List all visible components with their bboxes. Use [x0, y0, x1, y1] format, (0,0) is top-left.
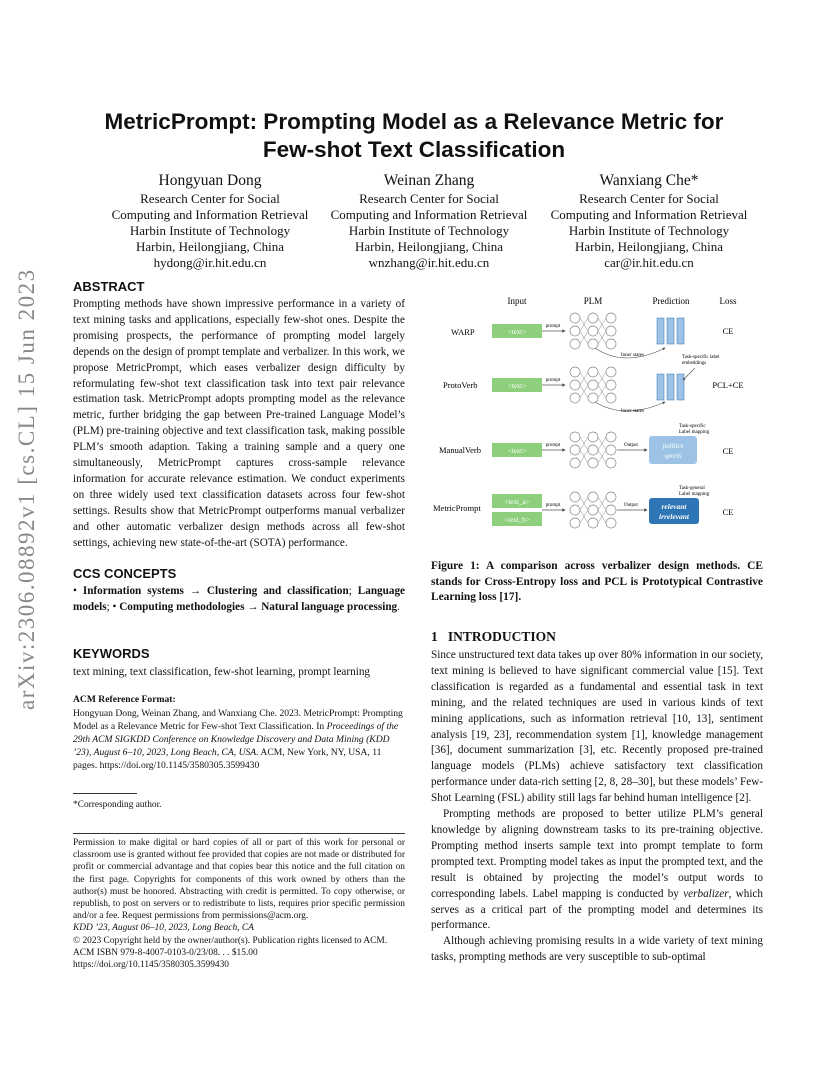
figure-caption: Figure 1: A comparison across verbalizer design methods. CE stands for Cross-Entropy loss and PCL is Prototypical Contrastive Learning loss [17].	[431, 560, 763, 603]
paper-title	[70, 108, 758, 164]
fig-manualverb-word-1: politics	[662, 442, 684, 450]
fig-manualverb-prompt-label: prompt	[545, 443, 561, 448]
fig-protoverb-input-text: <text>	[507, 382, 527, 390]
fig-warp-embedding	[657, 318, 664, 344]
fig-warp-loss: CE	[722, 326, 734, 336]
fig-metricprompt-input-a: <text_a>	[504, 498, 530, 506]
author-block-2	[309, 171, 549, 271]
corresponding-author-footnote: *Corresponding author.	[73, 800, 162, 810]
author-email: wnzhang@ir.hit.edu.cn	[368, 255, 490, 270]
author-name: Wanxiang Che*	[599, 172, 699, 189]
author-name: Hongyuan Dong	[158, 172, 262, 189]
keywords-heading: KEYWORDS	[73, 646, 150, 661]
fig-manualverb-network	[570, 432, 616, 468]
author-affiliation: Computing and Information Retrieval	[550, 207, 748, 222]
author-block-3	[529, 171, 769, 271]
fig-manualverb-input-text: <text>	[507, 447, 527, 455]
acm-ref-part: Hongyuan Dong, Weinan Zhang, and Wanxiang Che. 2023. MetricPrompt: Prompting Model as a Relevance Metric for Few-shot Text Classification. In	[73, 708, 403, 732]
intro-p2-part: Prompting methods are proposed to better utilize PLM’s general knowledge by aligning downstream tasks to its pre-training objective. Prompting method inserts sample text into prompt template to form prompted text. Prompting model takes as input the prompted text, and the result is obtained by projecting the model’s output words to corresponding labels. Label mapping is conducted by	[431, 808, 763, 900]
author-affiliation: Computing and Information Retrieval	[330, 207, 528, 222]
fig-protoverb-embedding	[657, 374, 664, 400]
author-email: hydong@ir.hit.edu.cn	[153, 255, 267, 270]
fig-col-input: Input	[507, 296, 527, 306]
fig-warp-embedding	[677, 318, 684, 344]
author-block-1	[90, 171, 330, 271]
ccs-concept: Computing methodologies → Natural language processing	[119, 600, 398, 613]
intro-p2-verbalizer: verbalizer	[683, 887, 729, 900]
acm-reference-heading: ACM Reference Format:	[73, 694, 176, 705]
author-affiliation: Harbin, Heilongjiang, China	[135, 239, 285, 254]
acm-reference-text	[73, 707, 405, 772]
ccs-heading: CCS CONCEPTS	[73, 566, 177, 581]
permission-rule	[73, 833, 405, 834]
fig-row-manualverb-label: ManualVerb	[439, 445, 482, 455]
author-affiliation: Research Center for Social	[140, 191, 280, 206]
doi-line: https://doi.org/10.1145/3580305.3599430	[73, 960, 229, 971]
fig-manualverb-loss: CE	[722, 446, 734, 456]
fig-metricprompt-mapping-2: Label mapping	[679, 492, 710, 497]
author-affiliation: Research Center for Social	[359, 191, 499, 206]
author-email: car@ir.hit.edu.cn	[604, 255, 694, 270]
figure-verbalizer-comparison	[425, 288, 770, 540]
fig-protoverb-prompt-label: prompt	[545, 378, 561, 383]
fig-manualverb-mapping-2: Label mapping	[679, 430, 710, 435]
abstract-text: Prompting methods have shown impressive performance in a variety of text mining tasks and applications, especially few-shot ones. Despite the promising prospects, the performance of prompting model largely depends on the design of prompt template and verbalizer. In this work, we propose MetricPrompt, which eases verbalizer design difficulty by reformulating few-shot text classification task into text pair relevance estimation task. MetricPrompt adopts prompting model as the relevance metric, further bridging the gap between Pre-trained Language Model’s (PLM) pre-training objective and text classification task, making possible PLM’s smooth adaption. Taking a training sample and a query one simultaneously, MetricPrompt captures cross-sample relevance information for accurate relevance estimation. We conduct experiments on three widely used text classification datasets across four few-shot settings. Results show that MetricPrompt outperforms manual verbalizer and other automatic verbalizer design methods across all few-shot settings, achieving new state-of-the-art (SOTA) performance.	[73, 298, 405, 549]
ccs-concepts	[73, 584, 405, 616]
intro-heading-title: INTRODUCTION	[447, 629, 556, 644]
intro-body	[431, 648, 763, 966]
author-affiliation: Research Center for Social	[579, 191, 719, 206]
isbn-line: ACM ISBN 979-8-4007-0103-0/23/08. . . $15.00	[73, 947, 258, 958]
fig-warp-network	[570, 313, 616, 349]
footnote-rule	[73, 793, 137, 794]
title-line-1: MetricPrompt: Prompting Model as a Relevance Metric for	[104, 109, 724, 134]
fig-manualverb-output-label: Output	[624, 443, 638, 448]
permission-block	[73, 837, 405, 971]
ccs-end: .	[397, 600, 400, 613]
keywords-text: text mining, text classification, few-shot learning, prompt learning	[73, 666, 371, 678]
title-line-2: Few-shot Text Classification	[262, 137, 566, 162]
fig-row-protoverb-label: ProtoVerb	[443, 380, 478, 390]
acm-ref-part: ACM, New York, NY, USA, 11 pages. https://doi.org/10.1145/3580305.3599430	[73, 747, 382, 771]
fig-warp-task-specific-1: Task-specific label	[682, 355, 720, 360]
fig-protoverb-network	[570, 367, 616, 403]
intro-paragraph-1: Since unstructured text data takes up over 80% information in our society, text mining is believed to have significant commercial value [15]. Text classification is regarded as a fundamental and essential task in text mining, and the related techniques are used in various kinds of text mining applications, such as information retrieval [10, 13], sentiment analysis [19, 23], recommendation system [1], knowledge management [36], document summarization [3], etc. Recently proposed pre-trained language models (PLMs) achieve satisfactory text classification performance under data-rich setting [2, 8, 28–30], but these models’ Few-Shot Learning (FSL) ability still lags far behind human intelligence [2].	[431, 649, 763, 805]
fig-metricprompt-mapping-1: Task-general	[679, 486, 705, 491]
fig-warp-embedding	[667, 318, 674, 344]
fig-metricprompt-output-label: Output	[624, 503, 638, 508]
copyright-line: © 2023 Copyright held by the owner/author(s). Publication rights licensed to ACM.	[73, 935, 388, 946]
fig-row-warp-label: WARP	[451, 327, 475, 337]
author-affiliation: Harbin, Heilongjiang, China	[354, 239, 504, 254]
intro-heading	[431, 629, 556, 645]
fig-protoverb-embedding	[677, 374, 684, 400]
fig-col-loss: Loss	[719, 296, 737, 306]
conference-line: KDD ’23, August 06–10, 2023, Long Beach, CA	[73, 923, 254, 934]
author-affiliation: Computing and Information Retrieval	[111, 207, 309, 222]
abstract-heading: ABSTRACT	[73, 279, 145, 294]
fig-protoverb-inner-states: Inner states	[621, 409, 644, 414]
fig-col-plm: PLM	[583, 296, 603, 306]
fig-metricprompt-word-1: relevant	[661, 502, 687, 511]
fig-warp-prompt-label: prompt	[545, 324, 561, 329]
author-affiliation: Harbin, Heilongjiang, China	[574, 239, 724, 254]
ccs-concept: Information systems → Clustering and classification	[82, 585, 349, 597]
fig-manualverb-mapping-1: Task-specific	[679, 424, 706, 429]
author-name: Weinan Zhang	[383, 172, 475, 189]
ccs-bullet: •	[73, 585, 83, 597]
fig-metricprompt-loss: CE	[722, 507, 734, 517]
intro-paragraph-3: Although achieving promising results in a wide variety of text mining tasks, prompting methods are very susceptible to sub-optimal	[431, 935, 763, 964]
fig-metricprompt-prompt-label: prompt	[545, 503, 561, 508]
ccs-separator: ; •	[106, 600, 120, 613]
intro-heading-number: 1	[431, 629, 438, 644]
fig-warp-input-text: <text>	[507, 328, 527, 336]
fig-protoverb-label-arrow	[683, 368, 695, 380]
fig-manualverb-word-2: sports	[664, 452, 682, 460]
fig-col-prediction: Prediction	[652, 296, 690, 306]
fig-protoverb-embedding	[667, 374, 674, 400]
intro-paragraph-2	[431, 807, 763, 934]
ccs-separator: ;	[348, 585, 358, 597]
fig-row-metricprompt-label: MetricPrompt	[433, 503, 481, 513]
author-affiliation: Harbin Institute of Technology	[129, 223, 291, 238]
acm-ref-proceedings: Proceedings of the 29th ACM SIGKDD Conference on Knowledge Discovery and Data Mining (KDD ’23), August 6–10, 2023, Long Beach, CA, USA.	[73, 721, 399, 758]
ccs-concept: Language models	[73, 585, 406, 613]
author-affiliation: Harbin Institute of Technology	[348, 223, 510, 238]
permission-text: Permission to make digital or hard copies of all or part of this work for personal or classroom use is granted without fee provided that copies are not made or distributed for profit or commercial advantage and that copies bear this notice and the full citation on the first page. Copyrights for components of this work owned by others than the author(s) must be honored. Abstracting with credit is permitted. To copy otherwise, or republish, to post on servers or to redistribute to lists, requires prior specific permission and/or a fee. Request permissions from permissions@acm.org.	[73, 838, 405, 922]
fig-metricprompt-network	[570, 492, 616, 528]
fig-warp-task-specific-2: embeddings	[682, 361, 707, 366]
fig-protoverb-loss: PCL+CE	[712, 380, 744, 390]
fig-metricprompt-word-2: irrelevant	[659, 512, 689, 521]
fig-warp-inner-states: Inner states	[621, 353, 644, 358]
arxiv-identifier: arXiv:2306.08892v1 [cs.CL] 15 Jun 2023	[14, 268, 39, 710]
author-affiliation: Harbin Institute of Technology	[568, 223, 730, 238]
intro-p2-part: , which serves as a critical part of the prompting model and determines its performance.	[431, 887, 763, 932]
fig-metricprompt-input-b: <text_b>	[504, 516, 530, 524]
